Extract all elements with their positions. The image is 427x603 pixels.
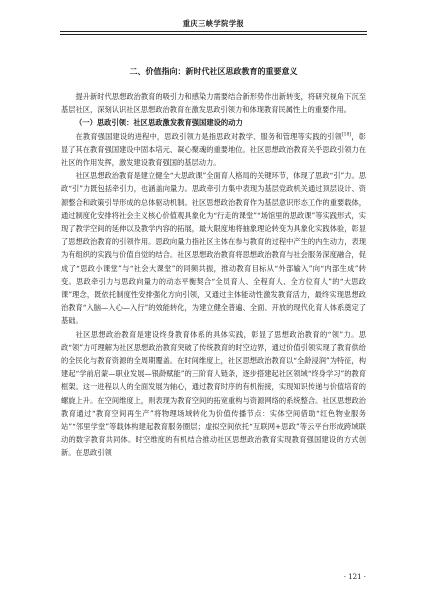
paragraph-1-text-b: ，彰显了其在教育强国建设中固本培元、凝心聚魂的重要地位。社区思想政治教育关乎思政引领力在社区的作用发挥，激发建设教育强国的基层动力。 [61,131,366,168]
subsection-heading: （一）思政引领：社区思政激发教育强国建设的动力 [75,118,243,128]
paragraph-3: 社区思想政治教育是建设终身教育体系的具体实践，彰显了思想政治教育的“领”力。思政“领”力可理解为社区思想政治教育突破了传统教育的时空边界，通过价值引领实现了教育供给的全民化与教育资源的全周期覆盖。在时间维度上，社区思想政治教育以“全龄浸润”为特征，构建起“学前启蒙—职业发展—银龄赋能”的三阶育人链条，逐步搭建起社区领域“终身学习”的教育框架。这一进程以人的全面发展为轴心，通过教育时序的有机衔接，实现知识传递与价值培育的螺旋上升。在空间维度上，则表现为教育空间的拓宽重构与资源网络的系统整合。社区思想政治教育通过“教育空间再生产”将物理场域转化为价值传播节点：实体空间借助“红色物业服务站”“邻里学堂”等载体构建起教育服务圈层；虚拟空间依托“互联网+思政”等云平台形成跨域联动的数字教育共同体。时空维度的有机结合推动社区思想政治教育实现教育强国建设的方式创新。在思政引领 [61,329,366,458]
paragraph-1 [61,130,366,170]
running-header [0,11,427,33]
header-rule-thin [60,34,367,35]
paragraph-2: 社区思想政治教育是建立健全“大思政课”全面育人格局的关键环节，体现了思政“引”力。思政“引”力既包括牵引力，也涵盖向量力。思政牵引力集中表现为基层党政机关通过顶层设计、资源整合和政策引导形成的总体驱动机制。社区思想政治教育作为基层意识形态工作的重要载体，通过制度化安排将社会主义核心价值观具象化为“行走的课堂”“场馆里的思政课”等实践形式，实现了教学空间的延伸以及教学内容的拓展，最大限度地将抽象理论转变为具象化实践体验，彰显了思想政治教育的引领作用。思政向量力指社区主体在参与教育的过程中产生的内生动力，表现为有组织的实践与价值自觉的结合。社区思想政治教育将思想政治教育与社会服务深度融合，促成了“思政小课堂”与“社会大课堂”的同频共振，推动教育目标从“外部输入”向“内部生成”转变。思政牵引力与思政向量力的动态平衡契合“全员育人、全程育人、全方位育人”的“大思政课”理念，既依托制度性安排强化方向引领，又通过主体能动性激发教育活力，最终实现思想政治教育“入脑—入心—入行”的效能转化，为建立健全普遍、全面、开放的现代化育人体系奠定了基础。 [61,171,366,326]
page-number: · 121 · [343,573,366,581]
article-body [61,66,366,460]
citation-ref: [18] [341,132,352,138]
paragraph-1-text-a: 在教育强国建设的进程中，思政引领力是指思政对教学、服务和管理等实践的引领 [75,131,342,141]
header-rule-thick [60,31,367,32]
section-heading: 二、价值指向：新时代社区思政教育的重要意义 [129,67,298,76]
journal-name: 重庆三峡学院学报 [182,19,245,28]
intro-paragraph: 提升新时代思想政治教育的吸引力和感染力需要结合新形势作出新转变，将研究视角下沉至基层社区，深刻认识社区思想政治教育在激发思政引领力和体现教育民属性上的重要作用。 [61,92,366,115]
